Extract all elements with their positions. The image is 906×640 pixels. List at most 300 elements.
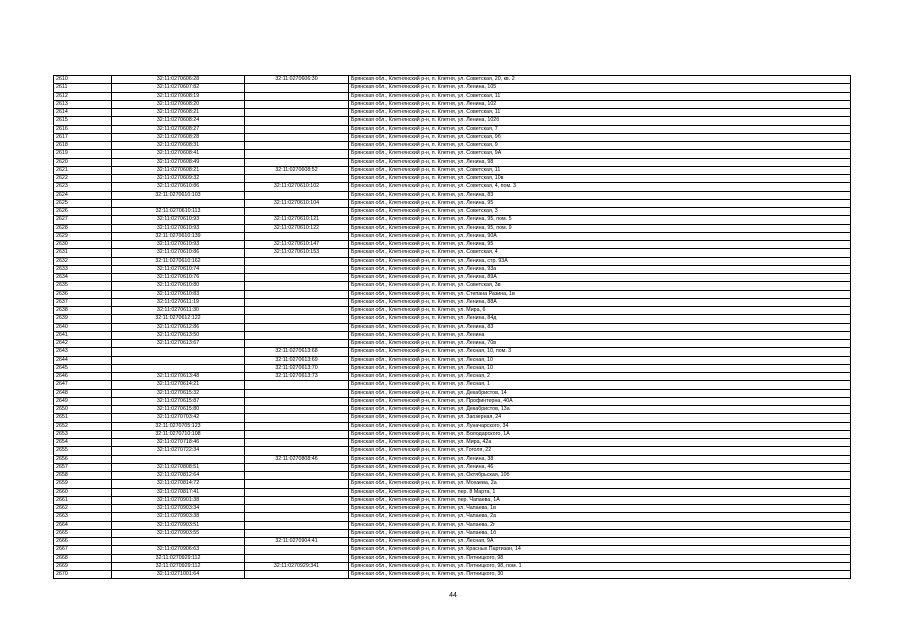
table-row	[54, 208, 851, 216]
row-number-cell: 2649	[54, 397, 112, 405]
table-row	[54, 422, 851, 430]
cadastral-number-cell: 32:11:0270615:80	[112, 406, 245, 414]
row-number-cell: 2634	[54, 274, 112, 282]
address-cell: Брянская обл., Клетнянский р-н, п. Клетня, ул. Ленина, 102б	[349, 117, 851, 125]
table-row	[54, 76, 851, 84]
cadastral-number-cell: 32:11:0270903:38	[112, 513, 245, 521]
address-cell: Брянская обл., Клетнянский р-н, п. Клетня, ул. Ленина, 84д	[349, 315, 851, 323]
cadastral-number-cell: 32:11:0270610:83	[112, 290, 245, 298]
row-number-cell: 2617	[54, 133, 112, 141]
address-cell: Брянская обл., Клетнянский р-н, п. Клетня, ул. Лесная, 2	[349, 373, 851, 381]
object-cadastral-number-cell: 32:11:0270613:70	[245, 364, 349, 372]
object-cadastral-number-cell	[245, 232, 349, 240]
object-cadastral-number-cell	[245, 208, 349, 216]
row-number-cell: 2643	[54, 348, 112, 356]
table-row	[54, 364, 851, 372]
object-cadastral-number-cell	[245, 340, 349, 348]
table-row	[54, 389, 851, 397]
table-row	[54, 513, 851, 521]
table-row	[54, 521, 851, 529]
row-number-cell: 2662	[54, 505, 112, 513]
row-number-cell: 2629	[54, 232, 112, 240]
address-cell: Брянская обл., Клетнянский р-н, п. Клетня, ул. Ленина, 95, пом. 5	[349, 216, 851, 224]
address-cell: Брянская обл., Клетнянский р-н, п. Клетня, ул. Красных Партизан, 14	[349, 546, 851, 554]
table-row	[54, 133, 851, 141]
cadastral-number-cell	[112, 348, 245, 356]
address-cell: Брянская обл., Клетнянский р-н, п. Клетня, ул. Луначарского, 34	[349, 422, 851, 430]
cadastral-number-cell	[112, 199, 245, 207]
table-row	[54, 439, 851, 447]
cadastral-number-cell: 32:11:0271001:64	[112, 571, 245, 579]
address-cell: Брянская обл., Клетнянский р-н, п. Клетня, ул. Мира, 6	[349, 307, 851, 315]
address-cell: Брянская обл., Клетнянский р-н, п. Клетня, ул. Степана Разина, 1в	[349, 290, 851, 298]
table-row	[54, 257, 851, 265]
cadastral-number-cell: 32:11:0270612:86	[112, 323, 245, 331]
row-number-cell: 2642	[54, 340, 112, 348]
address-cell: Брянская обл., Клетнянский р-н, п. Клетня, пер. 8 Марта, 1	[349, 488, 851, 496]
cadastral-number-cell: 32:11:0270929:112	[112, 562, 245, 570]
object-cadastral-number-cell	[245, 513, 349, 521]
row-number-cell: 2638	[54, 307, 112, 315]
table-row	[54, 348, 851, 356]
cadastral-number-cell: 32:11:0270610:113	[112, 208, 245, 216]
row-number-cell: 2628	[54, 224, 112, 232]
object-cadastral-number-cell	[245, 571, 349, 579]
cadastral-number-cell: 32:11:0270612:122	[112, 315, 245, 323]
cadastral-number-cell: 32:11:0270614:21	[112, 381, 245, 389]
row-number-cell: 2670	[54, 571, 112, 579]
address-cell: Брянская обл., Клетнянский р-н, п. Клетня, ул. Советская, 10в	[349, 175, 851, 183]
table-row	[54, 373, 851, 381]
object-cadastral-number-cell	[245, 430, 349, 438]
object-cadastral-number-cell	[245, 274, 349, 282]
object-cadastral-number-cell	[245, 282, 349, 290]
object-cadastral-number-cell	[245, 84, 349, 92]
cadastral-number-cell	[112, 356, 245, 364]
row-number-cell: 2618	[54, 142, 112, 150]
address-cell: Брянская обл., Клетнянский р-н, п. Клетня, ул. Лесная, 9А	[349, 538, 851, 546]
table-row	[54, 216, 851, 224]
cadastral-number-cell: 32:11:0270610:139	[112, 232, 245, 240]
object-cadastral-number-cell	[245, 323, 349, 331]
table-row	[54, 183, 851, 191]
row-number-cell: 2615	[54, 117, 112, 125]
address-cell: Брянская обл., Клетнянский р-н, п. Клетня, ул. Ленина, 88А	[349, 298, 851, 306]
object-cadastral-number-cell	[245, 414, 349, 422]
cadastral-number-cell: 32:11:0270610:74	[112, 265, 245, 273]
cadastral-number-cell: 32:11:0270608:19	[112, 92, 245, 100]
object-cadastral-number-cell: 32:11:0270610:122	[245, 224, 349, 232]
cadastral-number-cell: 32:11:0270615:87	[112, 397, 245, 405]
row-number-cell: 2647	[54, 381, 112, 389]
row-number-cell: 2667	[54, 546, 112, 554]
address-cell: Брянская обл., Клетнянский р-н, п. Клетня, ул. Ленина, 38	[349, 455, 851, 463]
cadastral-number-cell: 32:11:0270903:55	[112, 529, 245, 537]
address-cell: Брянская обл., Клетнянский р-н, п. Клетня, ул. Ленина	[349, 331, 851, 339]
object-cadastral-number-cell	[245, 92, 349, 100]
row-number-cell: 2644	[54, 356, 112, 364]
address-cell: Брянская обл., Клетнянский р-н, п. Клетня, ул. Советская, 3	[349, 208, 851, 216]
row-number-cell: 2660	[54, 488, 112, 496]
row-number-cell: 2666	[54, 538, 112, 546]
row-number-cell: 2622	[54, 175, 112, 183]
register-table	[53, 75, 851, 579]
table-row	[54, 224, 851, 232]
object-cadastral-number-cell	[245, 521, 349, 529]
object-cadastral-number-cell: 32:11:0270613:68	[245, 348, 349, 356]
object-cadastral-number-cell: 32:11:0270610:102	[245, 183, 349, 191]
address-cell: Брянская обл., Клетнянский р-н, п. Клетня, ул. Советская, 11	[349, 166, 851, 174]
table-row	[54, 472, 851, 480]
row-number-cell: 2668	[54, 554, 112, 562]
row-number-cell: 2630	[54, 241, 112, 249]
address-cell: Брянская обл., Клетнянский р-н, п. Клетня, ул. Ленина, 105	[349, 84, 851, 92]
object-cadastral-number-cell	[245, 125, 349, 133]
address-cell: Брянская обл., Клетнянский р-н, п. Клетня, ул. Ленина, 46	[349, 463, 851, 471]
row-number-cell: 2665	[54, 529, 112, 537]
object-cadastral-number-cell: 32:11:0270610:121	[245, 216, 349, 224]
row-number-cell: 2632	[54, 257, 112, 265]
row-number-cell: 2616	[54, 125, 112, 133]
cadastral-number-cell	[112, 455, 245, 463]
address-cell: Брянская обл., Клетнянский р-н, п. Клетня, ул. Советская, 11	[349, 109, 851, 117]
cadastral-number-cell: 32:11:0270608:28	[112, 133, 245, 141]
cadastral-number-cell: 32:11:0270610:86	[112, 183, 245, 191]
cadastral-number-cell: 32:11:0270812:64	[112, 472, 245, 480]
object-cadastral-number-cell	[245, 331, 349, 339]
address-cell: Брянская обл., Клетнянский р-н, п. Клетня, ул. Советская, 3в	[349, 282, 851, 290]
object-cadastral-number-cell: 32:11:0270610:153	[245, 249, 349, 257]
object-cadastral-number-cell	[245, 496, 349, 504]
object-cadastral-number-cell	[245, 406, 349, 414]
table-row	[54, 265, 851, 273]
cadastral-number-cell	[112, 364, 245, 372]
cadastral-number-cell	[112, 538, 245, 546]
table-row	[54, 447, 851, 455]
object-cadastral-number-cell	[245, 290, 349, 298]
object-cadastral-number-cell: 32:11:0270808:46	[245, 455, 349, 463]
row-number-cell: 2624	[54, 191, 112, 199]
cadastral-number-cell: 32:11:0270610:93	[112, 216, 245, 224]
table-row	[54, 199, 851, 207]
address-cell: Брянская обл., Клетнянский р-н, п. Клетня, ул. Лесная, 10	[349, 356, 851, 364]
table-row	[54, 571, 851, 579]
row-number-cell: 2637	[54, 298, 112, 306]
table-row	[54, 381, 851, 389]
address-cell: Брянская обл., Клетнянский р-н, п. Клетня, ул. Мира, 42а	[349, 439, 851, 447]
cadastral-number-cell: 32:11:0270722:34	[112, 447, 245, 455]
address-cell: Брянская обл., Клетнянский р-н, п. Клетня, ул. Декабристов, 13а	[349, 406, 851, 414]
cadastral-number-cell: 32:11:0270613:67	[112, 340, 245, 348]
row-number-cell: 2645	[54, 364, 112, 372]
object-cadastral-number-cell	[245, 133, 349, 141]
table-row	[54, 298, 851, 306]
object-cadastral-number-cell	[245, 529, 349, 537]
cadastral-number-cell: 32:11:0270817:41	[112, 488, 245, 496]
row-number-cell: 2620	[54, 158, 112, 166]
cadastral-number-cell: 32:11:0270608:24	[112, 117, 245, 125]
address-cell: Брянская обл., Клетнянский р-н, п. Клетня, ул. Гоголя, 22	[349, 447, 851, 455]
row-number-cell: 2626	[54, 208, 112, 216]
object-cadastral-number-cell	[245, 175, 349, 183]
address-cell: Брянская обл., Клетнянский р-н, п. Клетня, ул. Володарского, 1А	[349, 430, 851, 438]
table-row	[54, 307, 851, 315]
table-row	[54, 562, 851, 570]
object-cadastral-number-cell: 32:11:0270608:52	[245, 166, 349, 174]
cadastral-number-cell: 32:11:0270606:28	[112, 76, 245, 84]
address-cell: Брянская обл., Клетнянский р-н, п. Клетня, ул. Советская, 9б	[349, 133, 851, 141]
address-cell: Брянская обл., Клетнянский р-н, п. Клетня, пер. Чапаева, 1А	[349, 496, 851, 504]
cadastral-number-cell: 32:11:0270608:41	[112, 150, 245, 158]
table-row	[54, 397, 851, 405]
object-cadastral-number-cell: 32:11:0270613:69	[245, 356, 349, 364]
cadastral-number-cell: 32:11:0270808:51	[112, 463, 245, 471]
cadastral-number-cell: 32:11:0270901:38	[112, 496, 245, 504]
address-cell: Брянская обл., Клетнянский р-н, п. Клетня, ул. Профинтерна, 40А	[349, 397, 851, 405]
address-cell: Брянская обл., Клетнянский р-н, п. Клетня, ул. Лесная, 10, пом. 3	[349, 348, 851, 356]
table-row	[54, 175, 851, 183]
object-cadastral-number-cell	[245, 109, 349, 117]
cadastral-number-cell: 32:11:0270929:112	[112, 554, 245, 562]
address-cell: Брянская обл., Клетнянский р-н, п. Клетня, ул. Советская, 7	[349, 125, 851, 133]
address-cell: Брянская обл., Клетнянский р-н, п. Клетня, ул. Ленина, 89А	[349, 274, 851, 282]
row-number-cell: 2636	[54, 290, 112, 298]
cadastral-number-cell: 32:11:0270608:27	[112, 125, 245, 133]
address-cell: Брянская обл., Клетнянский р-н, п. Клетня, ул. Ленина, 102	[349, 100, 851, 108]
cadastral-number-cell: 32:11:0270610:80	[112, 282, 245, 290]
table-row	[54, 554, 851, 562]
cadastral-number-cell: 32:11:0270611:30	[112, 307, 245, 315]
address-cell: Брянская обл., Клетнянский р-н, п. Клетня, ул. Ленина, 70в	[349, 340, 851, 348]
table-row	[54, 84, 851, 92]
address-cell: Брянская обл., Клетнянский р-н, п. Клетня, ул. Чапаева, 2а	[349, 513, 851, 521]
table-row	[54, 331, 851, 339]
row-number-cell: 2610	[54, 76, 112, 84]
row-number-cell: 2635	[54, 282, 112, 290]
cadastral-number-cell: 32:11:0270814:72	[112, 480, 245, 488]
cadastral-number-cell: 32:11:0270610:162	[112, 257, 245, 265]
table-row	[54, 356, 851, 364]
row-number-cell: 2614	[54, 109, 112, 117]
object-cadastral-number-cell	[245, 439, 349, 447]
cadastral-number-cell: 32:11:0270710:108	[112, 430, 245, 438]
object-cadastral-number-cell	[245, 158, 349, 166]
row-number-cell: 2640	[54, 323, 112, 331]
object-cadastral-number-cell: 32:11:0270904:41	[245, 538, 349, 546]
object-cadastral-number-cell	[245, 422, 349, 430]
object-cadastral-number-cell	[245, 447, 349, 455]
table-row	[54, 406, 851, 414]
cadastral-number-cell: 32:11:0270608:21	[112, 166, 245, 174]
cadastral-number-cell: 32:11:0270906:63	[112, 546, 245, 554]
cadastral-number-cell: 32:11:0270610:93	[112, 241, 245, 249]
cadastral-number-cell: 32:11:0270610:93	[112, 224, 245, 232]
row-number-cell: 2652	[54, 422, 112, 430]
table-row	[54, 455, 851, 463]
table-row	[54, 505, 851, 513]
object-cadastral-number-cell	[245, 265, 349, 273]
row-number-cell: 2669	[54, 562, 112, 570]
table-row	[54, 166, 851, 174]
cadastral-number-cell: 32:11:0270610:86	[112, 249, 245, 257]
object-cadastral-number-cell	[245, 505, 349, 513]
row-number-cell: 2612	[54, 92, 112, 100]
table-row	[54, 100, 851, 108]
address-cell: Брянская обл., Клетнянский р-н, п. Клетня, ул. Октябрьская, 10б	[349, 472, 851, 480]
table-row	[54, 241, 851, 249]
cadastral-number-cell: 32:11:0270609:32	[112, 175, 245, 183]
object-cadastral-number-cell	[245, 389, 349, 397]
table-row	[54, 117, 851, 125]
cadastral-number-cell: 32:11:0270608:31	[112, 142, 245, 150]
object-cadastral-number-cell: 32:11:0270610:104	[245, 199, 349, 207]
object-cadastral-number-cell	[245, 257, 349, 265]
row-number-cell: 2621	[54, 166, 112, 174]
object-cadastral-number-cell	[245, 117, 349, 125]
cadastral-number-cell: 32:11:0270613:48	[112, 373, 245, 381]
table-row	[54, 496, 851, 504]
cadastral-number-cell: 32:11:0270903:34	[112, 505, 245, 513]
cadastral-number-cell: 32:11:0270608:20	[112, 100, 245, 108]
address-cell: Брянская обл., Клетнянский р-н, п. Клетня, ул. Советская, 9	[349, 142, 851, 150]
address-cell: Брянская обл., Клетнянский р-н, п. Клетня, ул. Чапаева, 1б	[349, 529, 851, 537]
row-number-cell: 2651	[54, 414, 112, 422]
table-row	[54, 340, 851, 348]
cadastral-number-cell: 32:11:0270718:46	[112, 439, 245, 447]
row-number-cell: 2650	[54, 406, 112, 414]
table-row	[54, 290, 851, 298]
address-cell: Брянская обл., Клетнянский р-н, п. Клетня, ул. Ленина, 95	[349, 241, 851, 249]
object-cadastral-number-cell	[245, 100, 349, 108]
cadastral-number-cell: 32:11:0270705:123	[112, 422, 245, 430]
table-row	[54, 480, 851, 488]
table-row	[54, 538, 851, 546]
table-row	[54, 274, 851, 282]
row-number-cell: 2639	[54, 315, 112, 323]
row-number-cell: 2664	[54, 521, 112, 529]
object-cadastral-number-cell: 32:11:0270606:30	[245, 76, 349, 84]
object-cadastral-number-cell	[245, 315, 349, 323]
table-row	[54, 109, 851, 117]
cadastral-number-cell: 32:11:0270608:21	[112, 109, 245, 117]
address-cell: Брянская обл., Клетнянский р-н, п. Клетня, ул. Декабристов, 14	[349, 389, 851, 397]
table-row	[54, 430, 851, 438]
row-number-cell: 2627	[54, 216, 112, 224]
object-cadastral-number-cell	[245, 554, 349, 562]
address-cell: Брянская обл., Клетнянский р-н, п. Клетня, ул. Ленина, 98	[349, 158, 851, 166]
address-cell: Брянская обл., Клетнянский р-н, п. Клетня, ул. Ленина, 95, пом. 9	[349, 224, 851, 232]
table-row	[54, 463, 851, 471]
address-cell: Брянская обл., Клетнянский р-н, п. Клетня, ул. Ленина, стр. 93А	[349, 257, 851, 265]
table-row	[54, 488, 851, 496]
table-row	[54, 282, 851, 290]
address-cell: Брянская обл., Клетнянский р-н, п. Клетня, ул. Лесная, 10	[349, 364, 851, 372]
table-row	[54, 142, 851, 150]
page-number: 44	[449, 592, 457, 599]
address-cell: Брянская обл., Клетнянский р-н, п. Клетня, ул. Пятницкого, 98	[349, 554, 851, 562]
table-row	[54, 414, 851, 422]
table-row	[54, 125, 851, 133]
row-number-cell: 2659	[54, 480, 112, 488]
object-cadastral-number-cell: 32:11:0270610:147	[245, 241, 349, 249]
row-number-cell: 2613	[54, 100, 112, 108]
address-cell: Брянская обл., Клетнянский р-н, п. Клетня, ул. Чапаева, 2г	[349, 521, 851, 529]
row-number-cell: 2655	[54, 447, 112, 455]
table-row	[54, 158, 851, 166]
object-cadastral-number-cell	[245, 472, 349, 480]
object-cadastral-number-cell	[245, 142, 349, 150]
table-row	[54, 546, 851, 554]
address-cell: Брянская обл., Клетнянский р-н, п. Клетня, ул. Мохаева, 2а	[349, 480, 851, 488]
row-number-cell: 2623	[54, 183, 112, 191]
row-number-cell: 2656	[54, 455, 112, 463]
row-number-cell: 2611	[54, 84, 112, 92]
cadastral-number-cell: 32:11:0270615:32	[112, 389, 245, 397]
cadastral-number-cell: 32:11:0270610:103	[112, 191, 245, 199]
cadastral-number-cell: 32:11:0270608:49	[112, 158, 245, 166]
table-row	[54, 191, 851, 199]
object-cadastral-number-cell: 32:11:0270613:73	[245, 373, 349, 381]
address-cell: Брянская обл., Клетнянский р-н, п. Клетня, ул. Чапаева, 1в	[349, 505, 851, 513]
row-number-cell: 2625	[54, 199, 112, 207]
row-number-cell: 2646	[54, 373, 112, 381]
row-number-cell: 2658	[54, 472, 112, 480]
table-row	[54, 315, 851, 323]
address-cell: Брянская обл., Клетнянский р-н, п. Клетня, ул. Лесная, 1	[349, 381, 851, 389]
address-cell: Брянская обл., Клетнянский р-н, п. Клетня, ул. Ленина, 83	[349, 191, 851, 199]
table-row	[54, 249, 851, 257]
address-cell: Брянская обл., Клетнянский р-н, п. Клетня, ул. Советская, 9А	[349, 150, 851, 158]
object-cadastral-number-cell	[245, 463, 349, 471]
table-row	[54, 529, 851, 537]
row-number-cell: 2661	[54, 496, 112, 504]
object-cadastral-number-cell: 32:11:0270929:341	[245, 562, 349, 570]
address-cell: Брянская обл., Клетнянский р-н, п. Клетня, ул. Пятницкого, 98, пом. 1	[349, 562, 851, 570]
address-cell: Брянская обл., Клетнянский р-н, п. Клетня, ул. Советская, 11	[349, 92, 851, 100]
object-cadastral-number-cell	[245, 381, 349, 389]
table-row	[54, 150, 851, 158]
object-cadastral-number-cell	[245, 488, 349, 496]
object-cadastral-number-cell	[245, 298, 349, 306]
object-cadastral-number-cell	[245, 397, 349, 405]
cadastral-number-cell: 32:11:0270611:19	[112, 298, 245, 306]
object-cadastral-number-cell	[245, 307, 349, 315]
address-cell: Брянская обл., Клетнянский р-н, п. Клетня, ул. Советская, 4	[349, 249, 851, 257]
cadastral-number-cell: 32:11:0270703:42	[112, 414, 245, 422]
address-cell: Брянская обл., Клетнянский р-н, п. Клетня, ул. Ленина, 93а	[349, 265, 851, 273]
row-number-cell: 2653	[54, 430, 112, 438]
address-cell: Брянская обл., Клетнянский р-н, п. Клетня, ул. Советская, 4, пом. 3	[349, 183, 851, 191]
row-number-cell: 2633	[54, 265, 112, 273]
table-row	[54, 232, 851, 240]
object-cadastral-number-cell	[245, 191, 349, 199]
table-row	[54, 323, 851, 331]
table-row	[54, 92, 851, 100]
register-table-body	[54, 76, 851, 579]
row-number-cell: 2631	[54, 249, 112, 257]
row-number-cell: 2657	[54, 463, 112, 471]
row-number-cell: 2648	[54, 389, 112, 397]
cadastral-number-cell: 32:11:0270610:76	[112, 274, 245, 282]
cadastral-number-cell: 32:11:0270613:50	[112, 331, 245, 339]
object-cadastral-number-cell	[245, 480, 349, 488]
address-cell: Брянская обл., Клетнянский р-н, п. Клетня, ул. Ленина, 83	[349, 323, 851, 331]
address-cell: Брянская обл., Клетнянский р-н, п. Клетня, ул. Ленина, 95	[349, 199, 851, 207]
object-cadastral-number-cell	[245, 150, 349, 158]
address-cell: Брянская обл., Клетнянский р-н, п. Клетня, ул. Заозерная, 24	[349, 414, 851, 422]
object-cadastral-number-cell	[245, 546, 349, 554]
address-cell: Брянская обл., Клетнянский р-н, п. Клетня, ул. Ленина, 90А	[349, 232, 851, 240]
